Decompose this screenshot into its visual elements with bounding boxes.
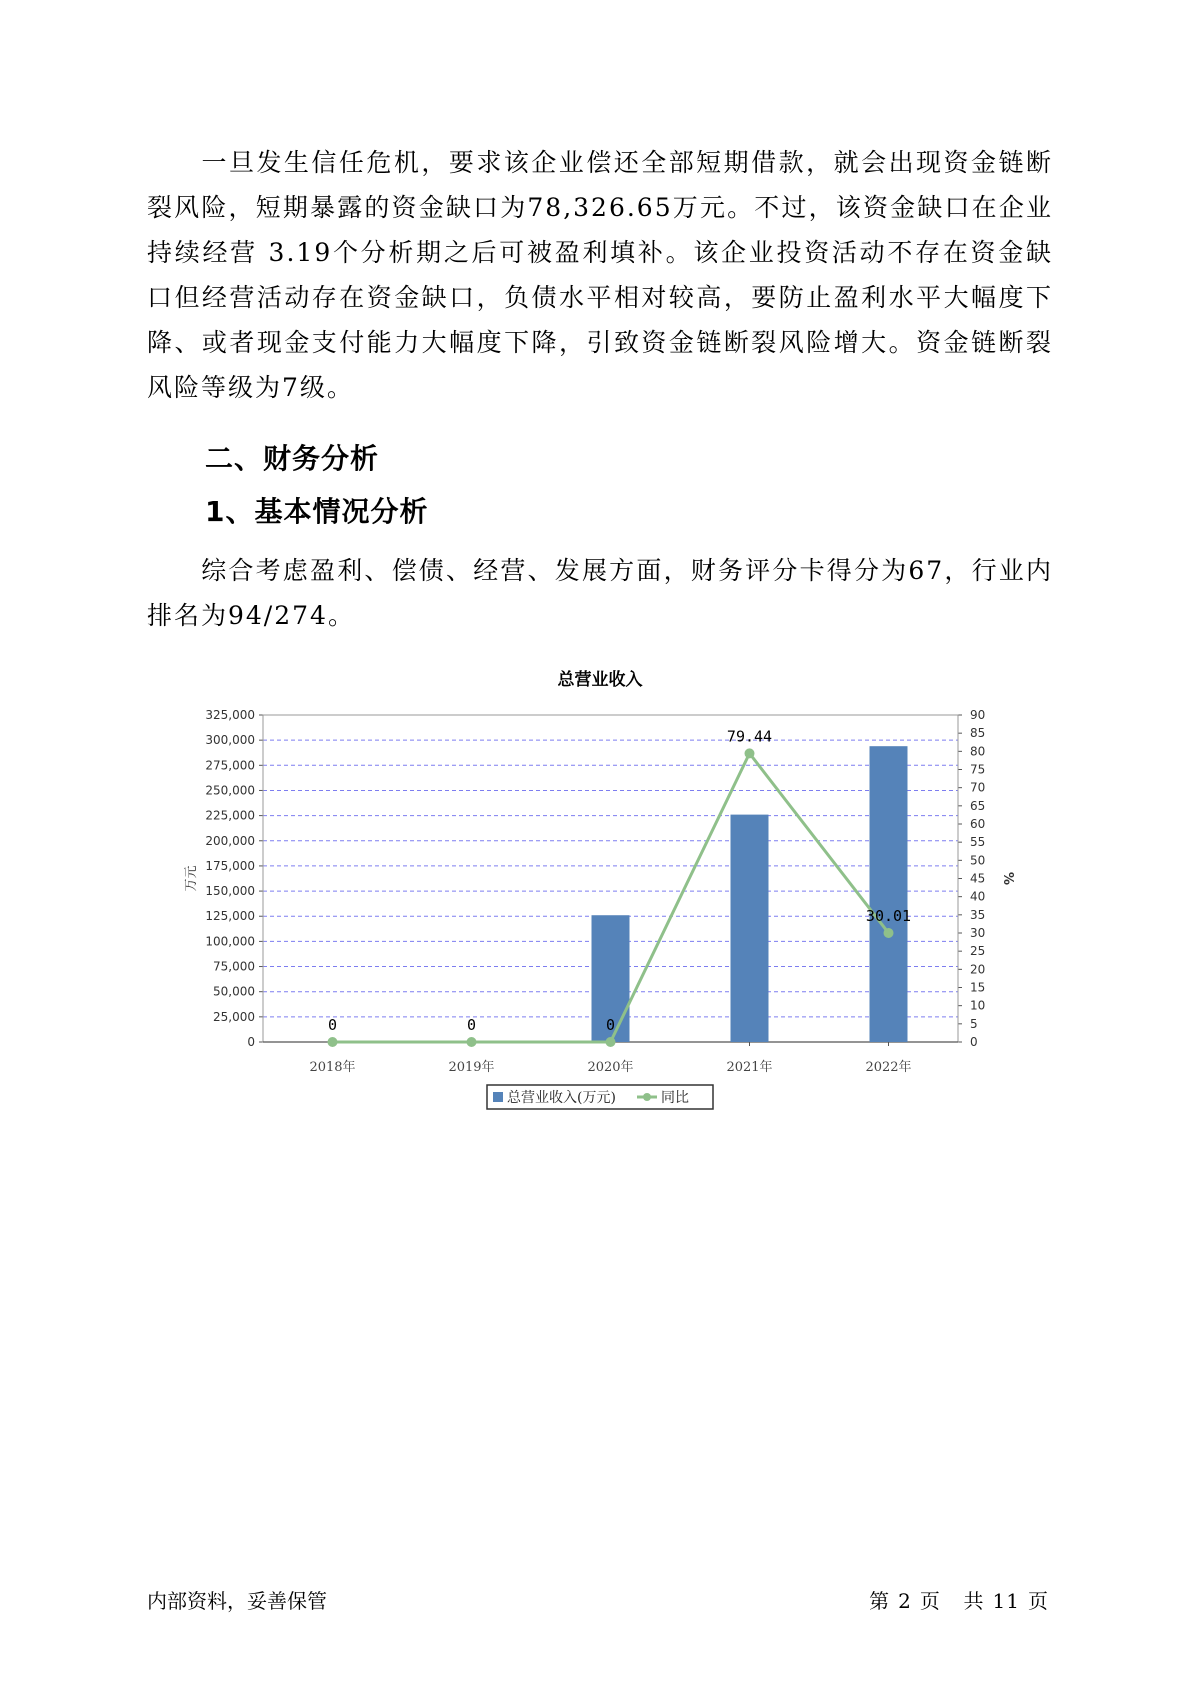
y-tick-label: 325,000 xyxy=(205,708,255,722)
y2-axis-label: % xyxy=(1000,871,1015,886)
legend-bar-swatch xyxy=(493,1092,503,1102)
page-prefix: 第 xyxy=(869,1589,891,1613)
chart-title: 总营业收入 xyxy=(557,670,643,690)
subsection-heading: 1、基本情况分析 xyxy=(205,495,429,528)
y2-tick-label: 90 xyxy=(970,708,986,722)
yoy-data-label: 0 xyxy=(327,1016,338,1034)
y-tick-label: 150,000 xyxy=(205,884,255,899)
section-heading: 二、财务分析 xyxy=(205,442,380,475)
yoy-data-label: 0 xyxy=(605,1016,616,1034)
y2-tick-label: 45 xyxy=(970,871,986,886)
total-prefix: 共 xyxy=(963,1589,985,1613)
y2-tick-label: 20 xyxy=(970,962,986,977)
y2-tick-label: 0 xyxy=(970,1035,978,1049)
y2-tick-label: 70 xyxy=(970,780,986,795)
y2-tick-label: 65 xyxy=(970,798,986,813)
y2-tick-label: 80 xyxy=(970,744,986,759)
footer-confidential: 内部资料，妥善保管 xyxy=(147,1589,327,1613)
yoy-point xyxy=(745,748,755,758)
y2-tick-label: 50 xyxy=(970,853,986,868)
revenue-bar xyxy=(731,815,769,1042)
total-pages: 11 xyxy=(992,1589,1020,1613)
legend-line-label: 同比 xyxy=(661,1090,689,1106)
y-tick-label: 100,000 xyxy=(205,934,255,949)
x-tick-label: 2019年 xyxy=(448,1060,495,1075)
y-axis-label: 万元 xyxy=(184,865,199,892)
y2-tick-label: 40 xyxy=(970,889,986,904)
yoy-point xyxy=(467,1037,477,1047)
y2-tick-label: 5 xyxy=(970,1016,978,1031)
y2-tick-label: 85 xyxy=(970,726,986,741)
y-tick-label: 175,000 xyxy=(205,858,255,873)
x-tick-label: 2021年 xyxy=(726,1060,773,1075)
page-number: 2 xyxy=(898,1589,912,1613)
revenue-bar xyxy=(870,746,908,1042)
y2-tick-label: 35 xyxy=(970,907,986,922)
x-tick-label: 2022年 xyxy=(865,1060,912,1075)
y2-tick-label: 55 xyxy=(970,835,986,850)
score-paragraph xyxy=(147,548,1053,638)
yoy-data-label: 79.44 xyxy=(726,727,773,746)
score-paragraph-text: 综合考虑盈利、偿债、经营、发展方面，财务评分卡得分为67，行业内排名为94/274。 xyxy=(147,556,1053,630)
legend-line-marker xyxy=(643,1093,651,1101)
yoy-point xyxy=(328,1037,338,1047)
y-tick-label: 50,000 xyxy=(213,984,255,999)
yoy-data-label: 30.01 xyxy=(865,906,912,925)
yoy-point xyxy=(606,1037,616,1047)
footer-page-info xyxy=(865,1585,1053,1614)
plot-area xyxy=(184,708,1015,1109)
y-tick-label: 250,000 xyxy=(205,783,255,798)
y-tick-label: 75,000 xyxy=(213,959,255,974)
y2-tick-label: 30 xyxy=(970,926,986,940)
y2-tick-label: 75 xyxy=(970,762,986,777)
yoy-data-label: 0 xyxy=(466,1016,477,1034)
legend-bar-label: 总营业收入(万元) xyxy=(507,1090,616,1106)
y-tick-label: 125,000 xyxy=(205,909,255,924)
x-tick-label: 2018年 xyxy=(309,1060,356,1075)
yoy-point xyxy=(884,928,894,938)
y-tick-label: 0 xyxy=(247,1035,255,1049)
y-tick-label: 25,000 xyxy=(213,1009,255,1024)
y-tick-label: 225,000 xyxy=(205,808,255,823)
y-tick-label: 300,000 xyxy=(205,733,255,748)
risk-paragraph xyxy=(147,140,1053,410)
total-suffix: 页 xyxy=(1028,1589,1049,1613)
y2-tick-label: 15 xyxy=(970,980,986,995)
y2-tick-label: 60 xyxy=(970,817,986,831)
y2-tick-label: 10 xyxy=(970,998,986,1013)
y-tick-label: 200,000 xyxy=(205,833,255,848)
revenue-chart xyxy=(0,655,1191,1125)
y2-tick-label: 25 xyxy=(970,944,986,959)
risk-paragraph-text: 一旦发生信任危机，要求该企业偿还全部短期借款，就会出现资金链断裂风险，短期暴露的资金缺口为78,326.65万元。不过，该资金缺口在企业持续经营 3.19个分析期之后可被盈利填补。该企业投资活动不存在资金缺口但经营活动存在资金缺口，负债水平相对较高，要防止盈利水平大幅度下降、或者现金支付能力大幅度下降，引致资金链断裂风险增大。资金链断裂风险等级为7级。 xyxy=(147,148,1053,402)
x-tick-label: 2020年 xyxy=(587,1060,634,1075)
y-tick-label: 275,000 xyxy=(205,758,255,773)
page-suffix: 页 xyxy=(919,1589,941,1613)
